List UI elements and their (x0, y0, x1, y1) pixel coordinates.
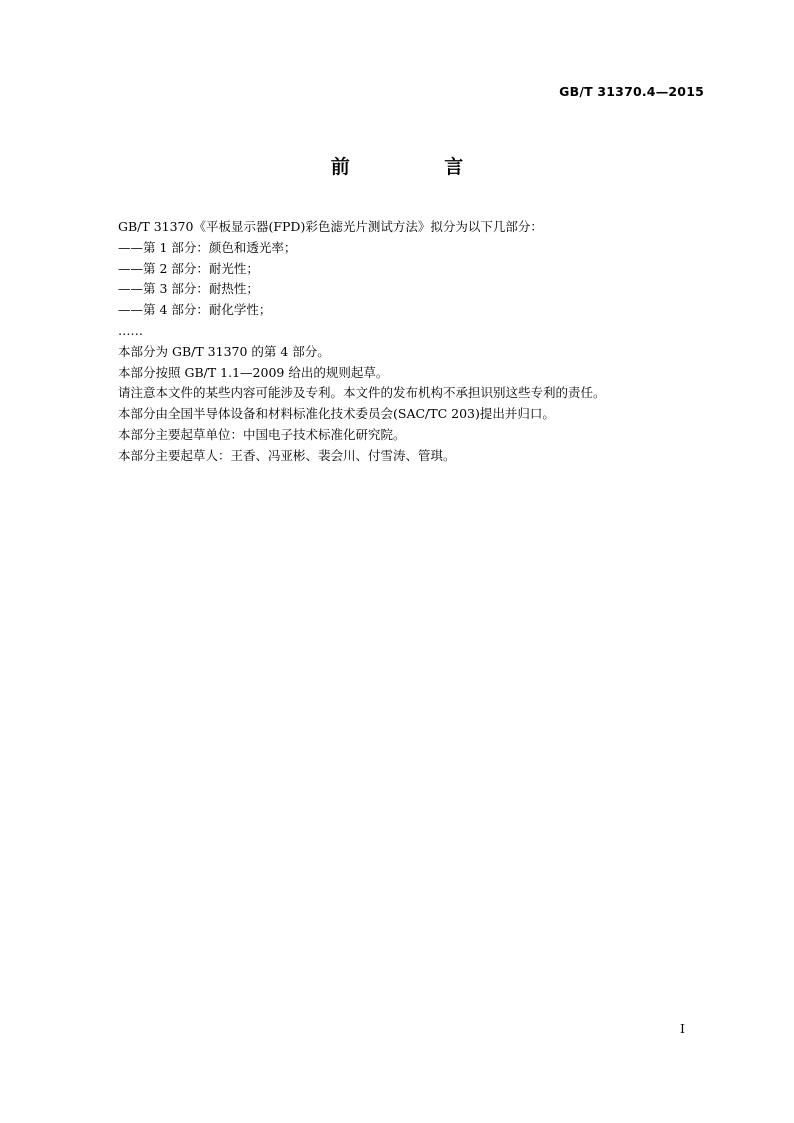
paragraph-drafting-rules: 本部分按照 GB/T 1.1—2009 给出的规则起草。 (118, 364, 389, 380)
paragraph-drafters: 本部分主要起草人：王香、冯亚彬、裴会川、付雪涛、管琪。 (118, 447, 456, 463)
paragraph-proposer: 本部分由全国半导体设备和材料标准化技术委员会(SAC/TC 203)提出并归口。 (118, 406, 555, 422)
foreword-body (118, 217, 718, 467)
list-item-part-3: ——第 3 部分：耐热性； (118, 281, 259, 297)
list-ellipsis: …… (118, 322, 143, 338)
page-title: 前 言 (330, 156, 508, 178)
list-item-part-2: ——第 2 部分：耐光性； (118, 260, 259, 276)
paragraph-series-intro: GB/T 31370《平板显示器(FPD)彩色滤光片测试方法》拟分为以下几部分： (118, 219, 543, 234)
paragraph-patent-notice: 请注意本文件的某些内容可能涉及专利。本文件的发布机构不承担识别这些专利的责任。 (118, 385, 606, 401)
list-item-part-1: ——第 1 部分：颜色和透光率； (118, 239, 297, 255)
page-number: I (680, 1021, 685, 1036)
list-item-part-4: ——第 4 部分：耐化学性； (118, 302, 272, 318)
paragraph-drafting-units: 本部分主要起草单位：中国电子技术标准化研究院。 (118, 426, 406, 442)
paragraph-part-statement: 本部分为 GB/T 31370 的第 4 部分。 (118, 343, 330, 359)
standard-code-header: GB/T 31370.4—2015 (559, 84, 704, 99)
